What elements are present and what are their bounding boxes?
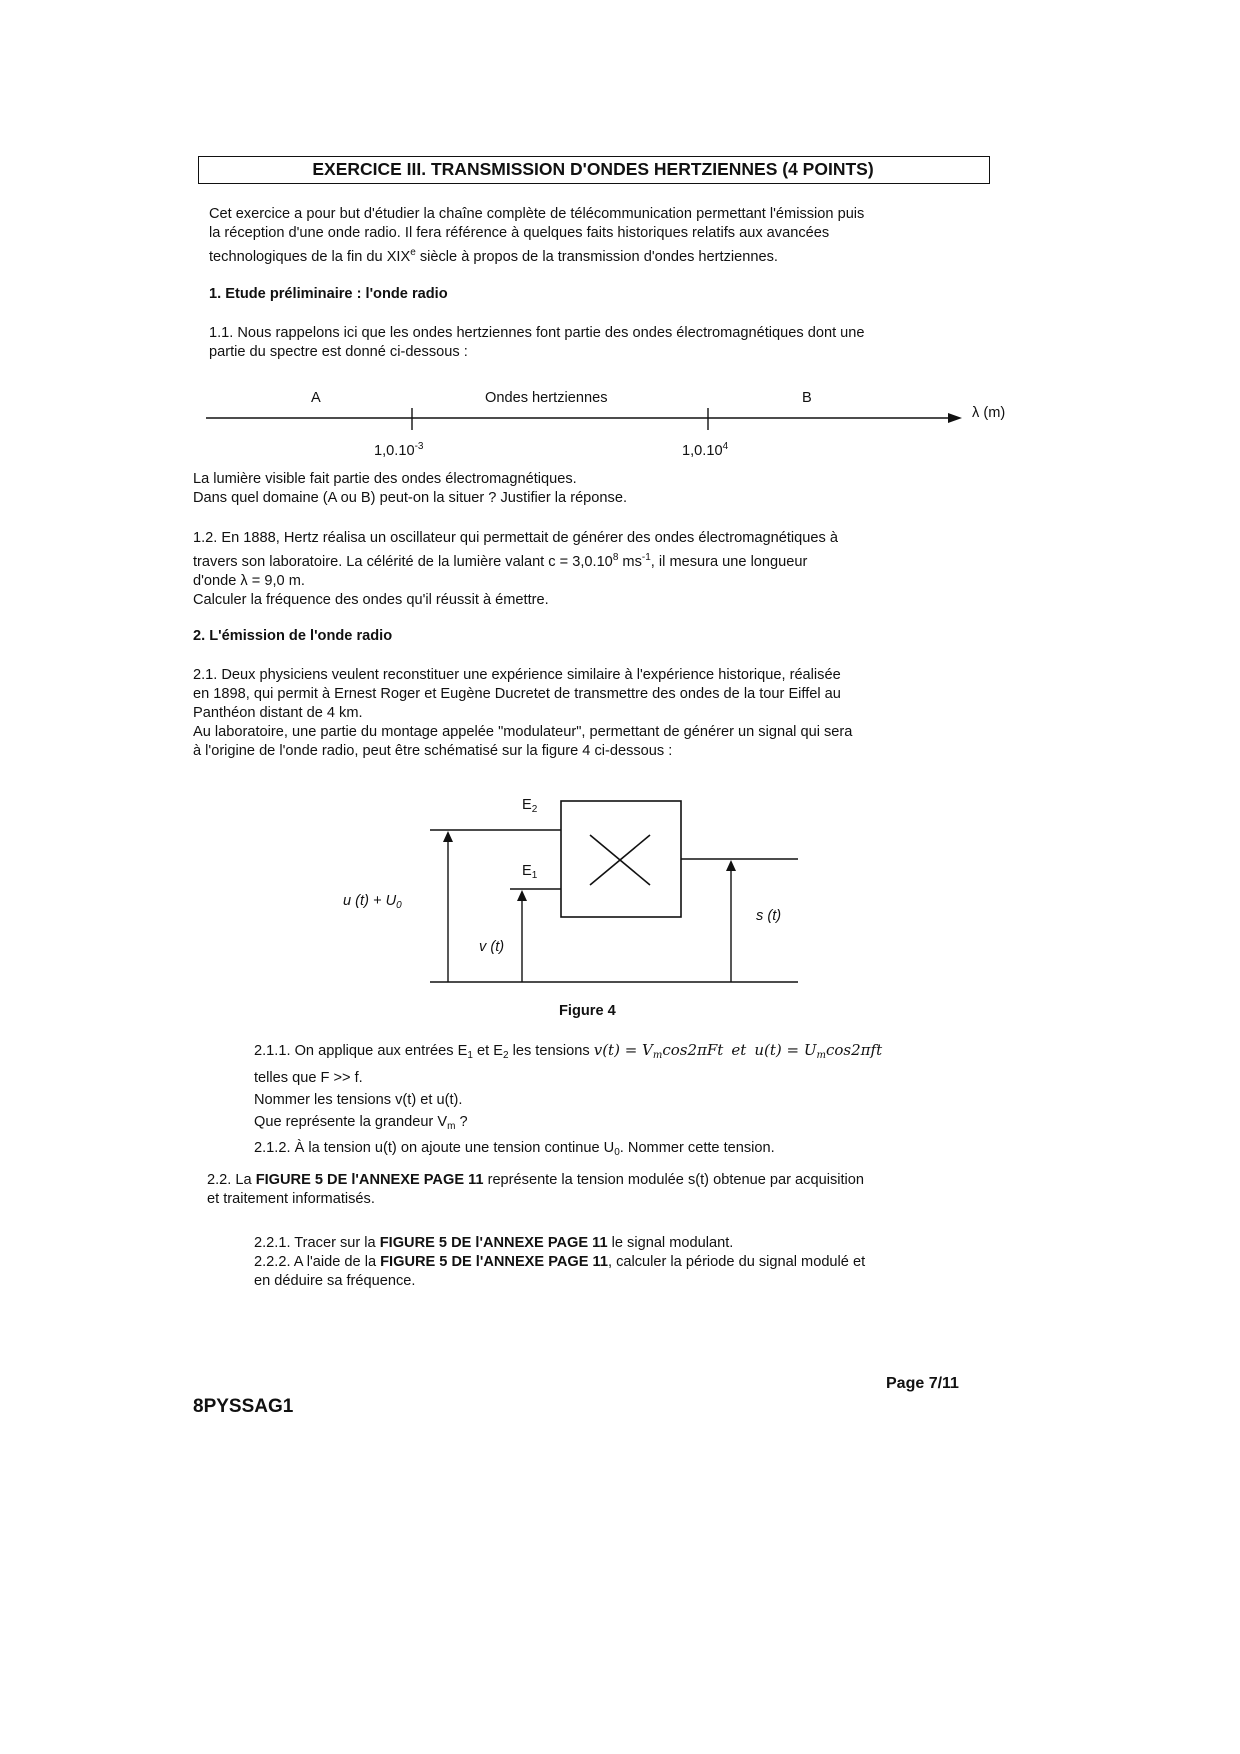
question-line: Dans quel domaine (A ou B) peut-on la situer ? Justifier la réponse. <box>193 490 627 506</box>
question-line: La lumière visible fait partie des ondes électromagnétiques. <box>193 471 577 487</box>
question-line: Au laboratoire, une partie du montage appelée "modulateur", permettant de générer un signal qui sera <box>193 724 853 740</box>
question-2-1 <box>193 666 978 761</box>
question-1-1-followup <box>193 470 973 508</box>
spectrum-axis-label: λ (m) <box>972 405 1006 421</box>
spectrum-label-hertzian: Ondes hertziennes <box>485 390 608 406</box>
label-e2: $E_2$ <box>522 797 538 815</box>
spectrum-label-a: A <box>311 390 321 406</box>
question-line: 2.2.1. Tracer sur la FIGURE 5 DE l'ANNEXE PAGE 11 le signal modulant. <box>254 1235 734 1251</box>
question-line: Nommer les tensions v(t) et u(t). <box>254 1092 463 1108</box>
question-line: en 1898, qui permit à Ernest Roger et Eugène Ducretet de transmettre des ondes de la tour Eiffel au <box>193 686 841 702</box>
question-line: Panthéon distant de 4 km. <box>193 705 363 721</box>
question-line: 2.2. La FIGURE 5 DE l'ANNEXE PAGE 11 représente la tension modulée s(t) obtenue par acquisition <box>207 1172 865 1188</box>
page-number: Page 7/11 <box>886 1375 959 1392</box>
question-line: Que représente la grandeur $V_m$ ? <box>254 1114 468 1132</box>
voltage-arrowhead-v <box>517 890 527 901</box>
question-line: 2.2.2. A l'aide de la FIGURE 5 DE l'ANNEXE PAGE 11, calculer la période du signal modulé et <box>254 1254 866 1270</box>
formula-v: $v(t) = V_m\cos 2\pi Ft$ <box>593 1041 724 1061</box>
voltage-arrowhead-u <box>443 831 453 842</box>
spectrum-tick-2-label: 1,0.10$^4$ <box>682 441 729 459</box>
label-v: v (t) <box>479 939 505 955</box>
question-2-2 <box>207 1171 987 1209</box>
question-1-1 <box>209 324 979 362</box>
question-line: 2.1. Deux physiciens veulent reconstituer une expérience similaire à l'expérience historique, réalisée <box>193 667 841 683</box>
question-line: travers son laboratoire. La célérité de la lumière valant $c = 3,0.10^8$ $ms^{-1}$, il mesura une longueur <box>193 552 808 570</box>
question-line: partie du spectre est donné ci-dessous : <box>209 344 468 360</box>
label-u-plus-u0: u $(t) + U_0$ <box>343 893 402 911</box>
question-2-2-sub <box>254 1234 989 1291</box>
question-line: 1.2. En 1888, Hertz réalisa un oscillateur qui permettait de générer des ondes électromagnétiques à <box>193 530 838 546</box>
section-2-heading: 2. L'émission de l'onde radio <box>193 628 393 644</box>
question-line: Calculer la fréquence des ondes qu'il réussit à émettre. <box>193 592 549 608</box>
question-line: 2.1.2. À la tension u(t) on ajoute une tension continue $U_0$. Nommer cette tension. <box>254 1140 775 1158</box>
label-s: s (t) <box>756 908 782 924</box>
spectrum-label-b: B <box>802 390 812 406</box>
figure-4-caption: Figure 4 <box>559 1003 616 1019</box>
document-code: 8PYSSAG1 <box>193 1396 294 1417</box>
exercise-title: EXERCICE III. TRANSMISSION D'ONDES HERTZIENNES (4 POINTS) <box>312 159 874 179</box>
modulator-schematic <box>430 795 820 1000</box>
spectrum-diagram <box>200 380 1020 460</box>
question-line: et traitement informatisés. <box>207 1191 375 1207</box>
section-1-heading: 1. Etude préliminaire : l'onde radio <box>209 286 448 302</box>
formula-and: et <box>731 1041 747 1059</box>
intro-paragraph <box>209 205 979 267</box>
formula-u: $u(t) = U_m\cos 2\pi ft$ <box>754 1041 883 1061</box>
question-line: telles que F >> f. <box>254 1070 363 1086</box>
question-line: 2.1.1. On applique aux entrées $E_1$ et $E_2$ les tensions $v(t) = V_m\cos 2\pi Ft$ et $u(t) = U_m\cos 2\pi ft$ <box>254 1041 883 1061</box>
intro-line: technologiques de la fin du XIXe siècle à propos de la transmission d'ondes hertziennes. <box>209 247 778 265</box>
intro-line: la réception d'une onde radio. Il fera référence à quelques faits historiques relatifs aux avancées <box>209 225 830 241</box>
question-2-1-1 <box>254 1041 984 1162</box>
question-1-2 <box>193 529 978 610</box>
label-e1: $E_1$ <box>522 863 538 881</box>
spectrum-tick-1-label: $1,0.10^{-3}$ <box>374 441 424 459</box>
voltage-arrowhead-s <box>726 860 736 871</box>
question-line: d'onde λ = 9,0 m. <box>193 573 305 589</box>
question-line: 1.1. Nous rappelons ici que les ondes hertziennes font partie des ondes électromagnétiques dont une <box>209 325 865 341</box>
question-line: en déduire sa fréquence. <box>254 1273 416 1289</box>
intro-line: Cet exercice a pour but d'étudier la chaîne complète de télécommunication permettant l'émission puis <box>209 206 865 222</box>
question-line: à l'origine de l'onde radio, peut être schématisé sur la figure 4 ci-dessous : <box>193 743 673 759</box>
spectrum-axis-arrow <box>948 413 962 423</box>
